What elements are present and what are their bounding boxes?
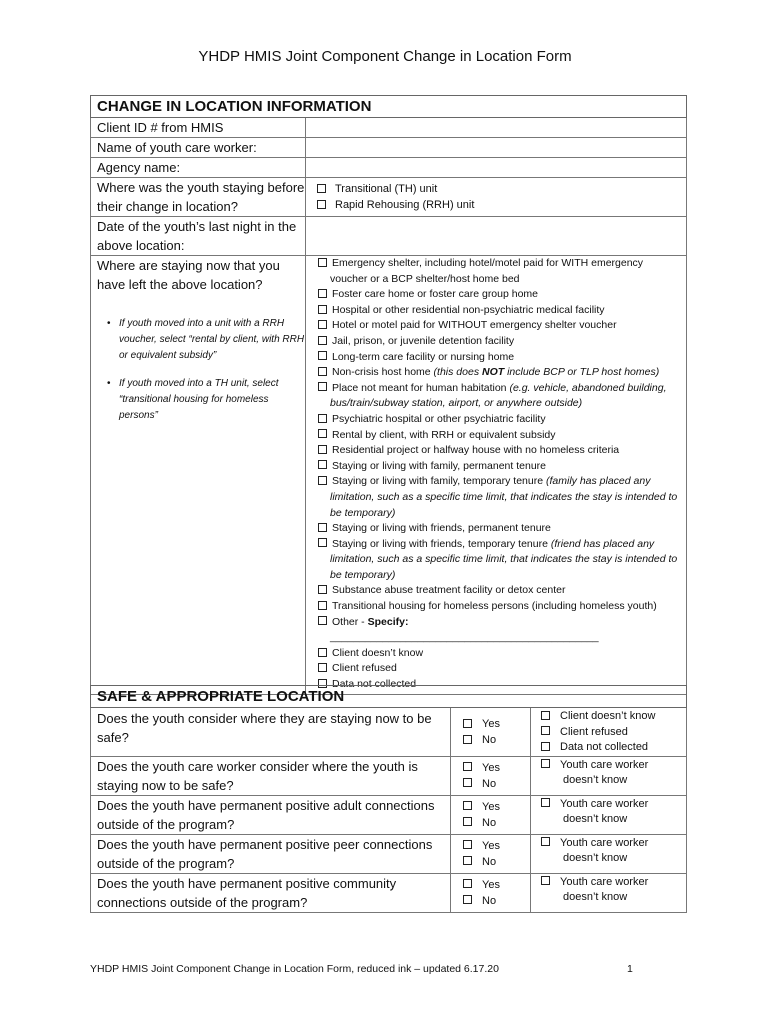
- checkbox[interactable]: [541, 876, 550, 885]
- footer-text: YHDP HMIS Joint Component Change in Location Form, reduced ink – updated 6.17.20: [90, 963, 499, 975]
- question-row: [91, 756, 687, 795]
- checkbox[interactable]: [318, 289, 327, 298]
- question-text: Does the youth have permanent positive adult connections outside of the program?: [91, 795, 451, 834]
- client-id-field[interactable]: [306, 118, 687, 138]
- checkbox[interactable]: [318, 351, 327, 360]
- agency-name-label: Agency name:: [91, 158, 306, 178]
- unknown-options: [531, 795, 687, 834]
- checkbox[interactable]: [318, 460, 327, 469]
- checkbox[interactable]: [318, 601, 327, 610]
- checkbox[interactable]: [463, 762, 472, 771]
- location-option[interactable]: Foster care home or foster care group home: [318, 287, 678, 303]
- location-option[interactable]: Substance abuse treatment facility or detox center: [318, 583, 678, 599]
- location-option[interactable]: Emergency shelter, including hotel/motel paid for WITH emergency voucher or a BCP shelter/host home bed: [318, 256, 678, 287]
- question-text: Does the youth have permanent positive community connections outside of the program?: [91, 873, 451, 912]
- option-unknown[interactable]: Youth care worker doesn’t know: [541, 836, 686, 867]
- yes-no-options: [451, 873, 531, 912]
- checkbox[interactable]: [318, 648, 327, 657]
- checkbox[interactable]: [463, 895, 472, 904]
- location-option[interactable]: Rental by client, with RRH or equivalent subsidy: [318, 428, 678, 444]
- option-yes[interactable]: Yes: [463, 799, 530, 815]
- location-option[interactable]: Staying or living with friends, permanent tenure: [318, 521, 678, 537]
- checkbox[interactable]: [318, 616, 327, 625]
- current-location-label: Where are staying now that you have left the above location?: [97, 258, 280, 292]
- unknown-options: [531, 708, 687, 757]
- location-option[interactable]: Non-crisis host home (this does NOT include BCP or TLP host homes): [318, 365, 678, 381]
- checkbox[interactable]: [318, 382, 327, 391]
- section-header: CHANGE IN LOCATION INFORMATION: [91, 96, 687, 118]
- question-text: Does the youth have permanent positive peer connections outside of the program?: [91, 834, 451, 873]
- location-option[interactable]: Hotel or motel paid for WITHOUT emergency shelter voucher: [318, 318, 678, 334]
- option-no[interactable]: No: [463, 893, 530, 909]
- option-no[interactable]: No: [463, 854, 530, 870]
- location-option[interactable]: Transitional housing for homeless persons (including homeless youth): [318, 599, 678, 615]
- agency-name-field[interactable]: [306, 158, 687, 178]
- checkbox[interactable]: [541, 798, 550, 807]
- checkbox[interactable]: [463, 801, 472, 810]
- location-option[interactable]: Staying or living with family, permanent tenure: [318, 459, 678, 475]
- checkbox[interactable]: [318, 367, 327, 376]
- location-option[interactable]: Long-term care facility or nursing home: [318, 350, 678, 366]
- checkbox[interactable]: [463, 840, 472, 849]
- note-th: • If youth moved into a TH unit, select “transitional housing for homeless persons”: [105, 376, 305, 424]
- note-rrh: • If youth moved into a unit with a RRH voucher, select “rental by client, with RRH or equivalent subsidy”: [105, 316, 305, 364]
- question-text: Does the youth consider where they are staying now to be safe?: [91, 708, 451, 757]
- location-option[interactable]: Jail, prison, or juvenile detention facility: [318, 334, 678, 350]
- location-option[interactable]: Data not collected: [318, 677, 678, 693]
- checkbox[interactable]: [541, 837, 550, 846]
- form-title: YHDP HMIS Joint Component Change in Location Form: [198, 48, 572, 65]
- client-id-label: Client ID # from HMIS: [91, 118, 306, 138]
- option-no[interactable]: No: [463, 776, 530, 792]
- checkbox[interactable]: [463, 778, 472, 787]
- checkbox[interactable]: [463, 735, 472, 744]
- location-option[interactable]: Staying or living with family, temporary tenure (family has placed any limitation, such as a specific time limit, that indicates the stay is intended to be temporary): [318, 474, 678, 521]
- checkbox[interactable]: [318, 585, 327, 594]
- checkbox[interactable]: [463, 719, 472, 728]
- page-number: 1: [627, 963, 633, 975]
- current-location-question: [91, 256, 306, 695]
- last-night-field[interactable]: [306, 217, 687, 256]
- question-row: [91, 708, 687, 757]
- checkbox[interactable]: [541, 742, 550, 751]
- checkbox[interactable]: [318, 445, 327, 454]
- option-yes[interactable]: Yes: [463, 877, 530, 893]
- checkbox[interactable]: [318, 414, 327, 423]
- unknown-options: [531, 756, 687, 795]
- location-option[interactable]: Place not meant for human habitation (e.g. vehicle, abandoned building, bus/train/subway station, airport, or anywhere outside): [318, 381, 678, 412]
- checkbox[interactable]: [463, 879, 472, 888]
- yes-no-options: [451, 834, 531, 873]
- option-unknown[interactable]: Youth care worker doesn’t know: [541, 875, 686, 906]
- location-option[interactable]: Other - Specify: ______________________________________________: [318, 615, 678, 646]
- checkbox[interactable]: [318, 336, 327, 345]
- question-row: [91, 873, 687, 912]
- checkbox[interactable]: [318, 305, 327, 314]
- option-unknown[interactable]: Youth care worker doesn’t know: [541, 797, 686, 828]
- yes-no-options: [451, 795, 531, 834]
- change-in-location-table: [90, 95, 687, 695]
- last-night-label: Date of the youth’s last night in the above location:: [91, 217, 306, 256]
- unknown-options: [531, 834, 687, 873]
- question-row: [91, 834, 687, 873]
- prior-location-options: [306, 178, 687, 217]
- option-no[interactable]: No: [463, 732, 530, 748]
- option-rrh-unit[interactable]: Rapid Rehousing (RRH) unit: [317, 197, 686, 213]
- question-text: Does the youth care worker consider where the youth is staying now to be safe?: [91, 756, 451, 795]
- question-row: [91, 795, 687, 834]
- checkbox[interactable]: [541, 726, 550, 735]
- prior-location-label: Where was the youth staying before their change in location?: [91, 178, 306, 217]
- yes-no-options: [451, 708, 531, 757]
- option-no[interactable]: No: [463, 815, 530, 831]
- location-option[interactable]: Hospital or other residential non-psychiatric medical facility: [318, 303, 678, 319]
- option-yes[interactable]: Yes: [463, 838, 530, 854]
- checkbox[interactable]: [318, 538, 327, 547]
- checkbox[interactable]: [541, 759, 550, 768]
- option-th-unit[interactable]: Transitional (TH) unit: [317, 181, 686, 197]
- checkbox[interactable]: [318, 429, 327, 438]
- yes-no-options: [451, 756, 531, 795]
- option-yes[interactable]: Yes: [463, 716, 530, 732]
- checkbox[interactable]: [463, 856, 472, 865]
- location-option[interactable]: Psychiatric hospital or other psychiatric facility: [318, 412, 678, 428]
- checkbox[interactable]: [318, 258, 327, 267]
- checkbox[interactable]: [541, 711, 550, 720]
- section-header: SAFE & APPROPRIATE LOCATION: [91, 686, 687, 708]
- location-option[interactable]: Client doesn’t know: [318, 646, 678, 662]
- worker-name-field[interactable]: [306, 138, 687, 158]
- worker-name-label: Name of youth care worker:: [91, 138, 306, 158]
- option-unknown[interactable]: Data not collected: [541, 740, 686, 756]
- checkbox[interactable]: [318, 320, 327, 329]
- checkbox[interactable]: [318, 523, 327, 532]
- checkbox[interactable]: [317, 184, 326, 193]
- current-location-options: [306, 256, 687, 695]
- checkbox[interactable]: [318, 663, 327, 672]
- location-option[interactable]: Client refused: [318, 661, 678, 677]
- option-unknown[interactable]: Client doesn’t know: [541, 709, 686, 725]
- checkbox[interactable]: [463, 817, 472, 826]
- unknown-options: [531, 873, 687, 912]
- safe-location-table: [90, 685, 687, 913]
- checkbox[interactable]: [317, 200, 326, 209]
- option-unknown[interactable]: Client refused: [541, 725, 686, 741]
- checkbox[interactable]: [318, 476, 327, 485]
- option-yes[interactable]: Yes: [463, 760, 530, 776]
- location-option[interactable]: Residential project or halfway house with no homeless criteria: [318, 443, 678, 459]
- option-unknown[interactable]: Youth care worker doesn’t know: [541, 758, 686, 789]
- location-option[interactable]: Staying or living with friends, temporary tenure (friend has placed any limitation, such as a specific time limit, that indicates the stay is intended to be temporary): [318, 537, 678, 584]
